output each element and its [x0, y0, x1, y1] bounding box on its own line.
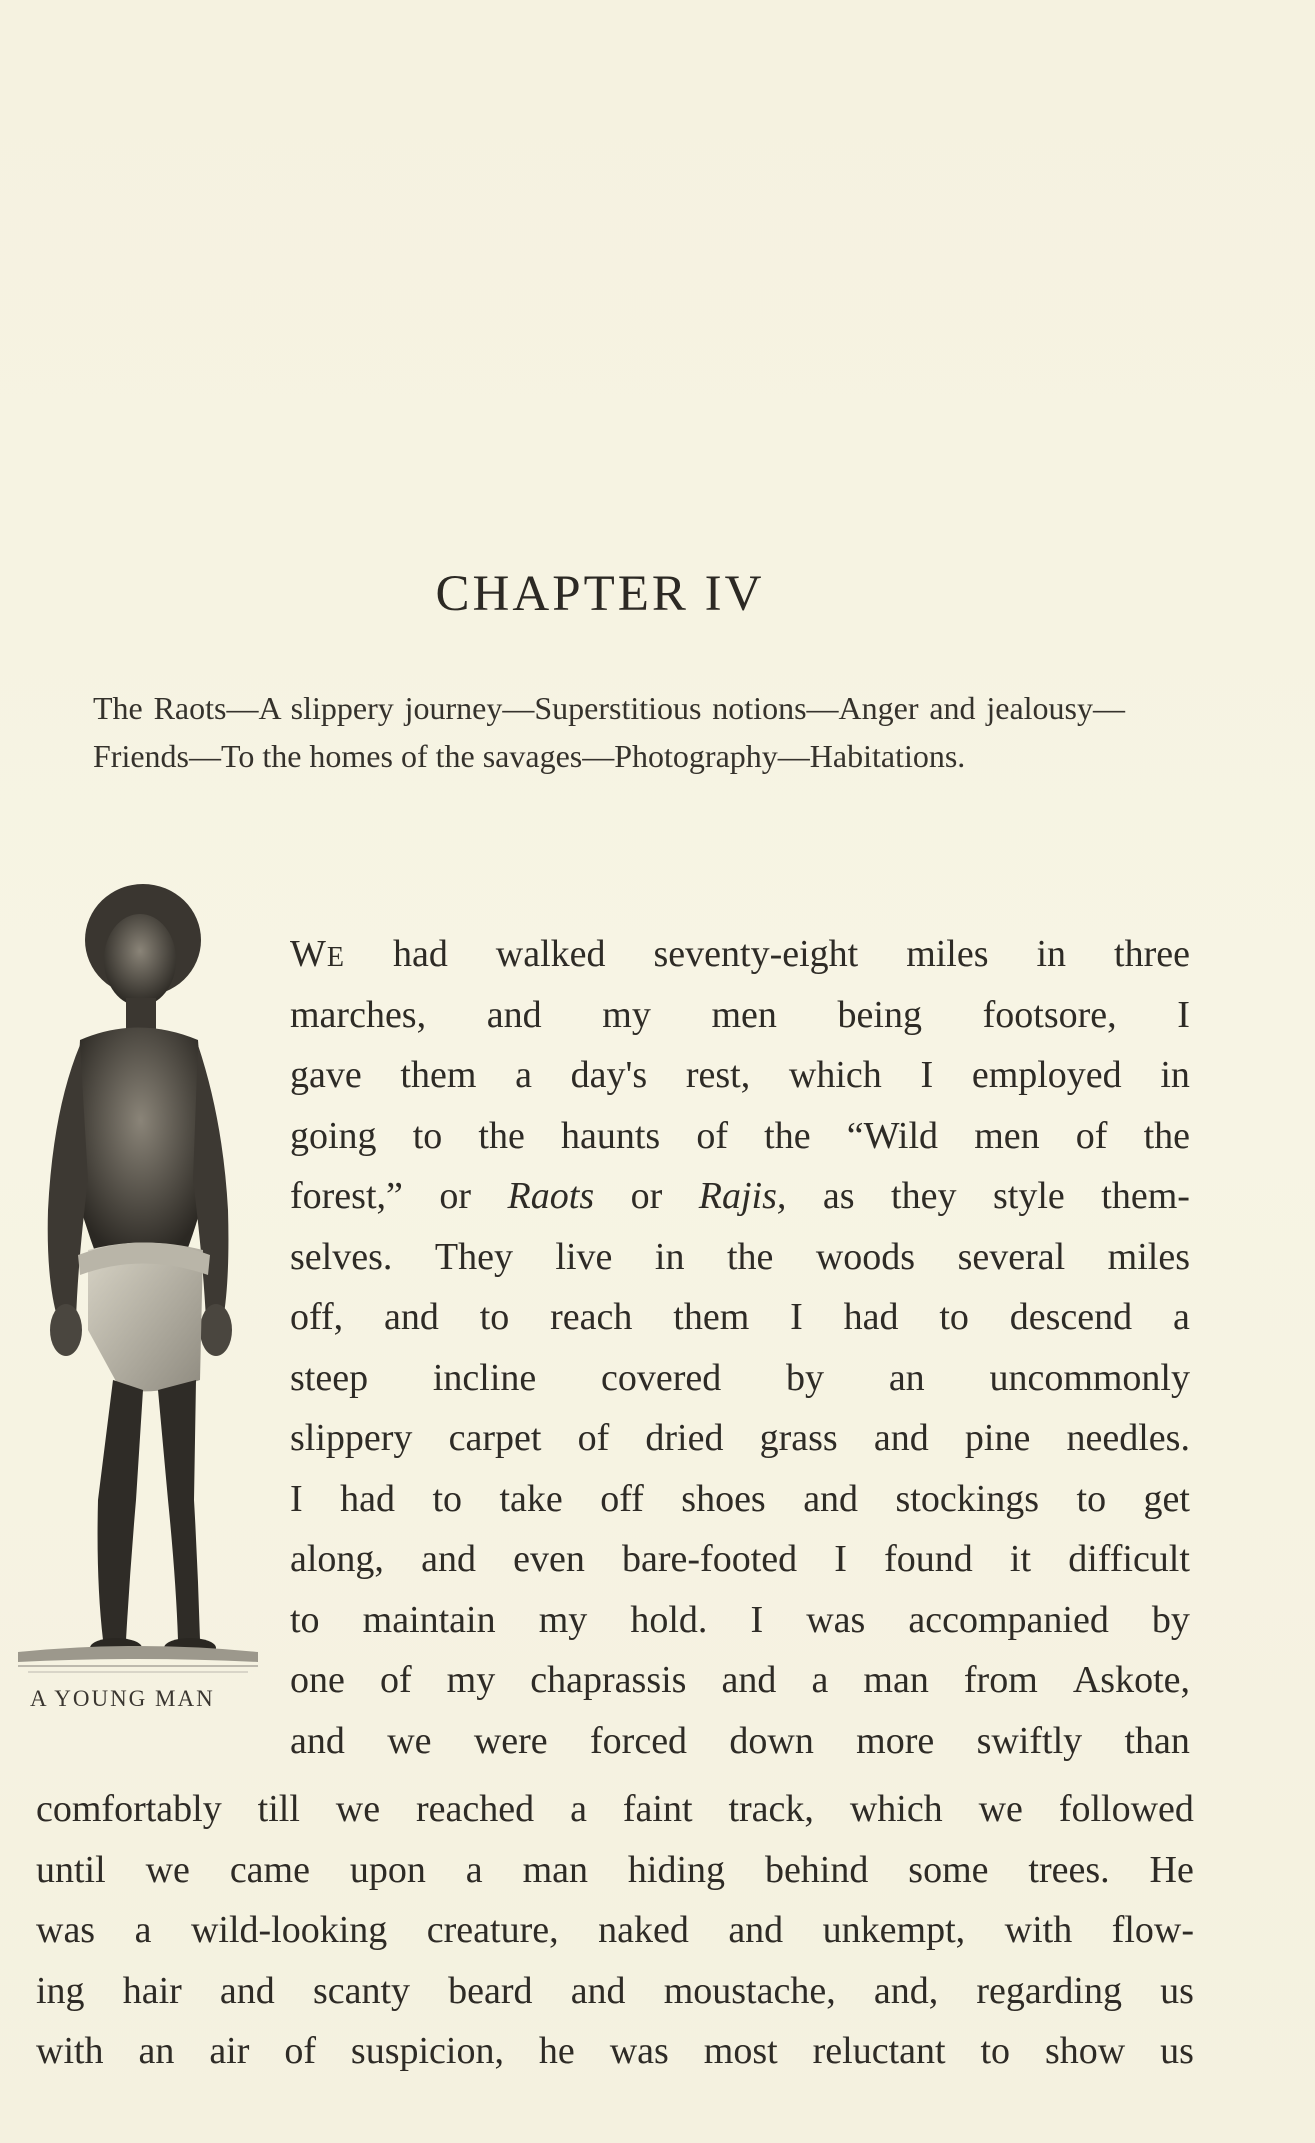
chapter-title: CHAPTER IV: [435, 566, 765, 622]
body-line: comfortably till we reached a faint track, which we followed: [36, 1788, 1194, 1830]
young-man-illustration: [18, 880, 258, 1690]
body-line: and we were forced down more swiftly than: [290, 1719, 1190, 1762]
body-line: until we came upon a man hiding behind some trees. He: [36, 1848, 1194, 1891]
body-line: off, and to reach them I had to descend a: [290, 1296, 1190, 1338]
body-line: slippery carpet of dried grass and pine needles.: [290, 1417, 1190, 1459]
body-line: WE had walked seventy-eight miles in three: [290, 933, 1190, 975]
body-line: steep incline covered by an uncommonly: [290, 1356, 1190, 1399]
body-line: with an air of suspicion, he was most reluctant to show us: [36, 2030, 1194, 2072]
body-line: along, and even bare-footed I found it difficult: [290, 1538, 1190, 1580]
body-line: marches, and my men being footsore, I: [290, 993, 1190, 1036]
body-line: going to the haunts of the “Wild men of the: [290, 1114, 1190, 1157]
body-line: I had to take off shoes and stockings to get: [290, 1477, 1190, 1520]
body-line: gave them a day's rest, which I employed in: [290, 1054, 1190, 1096]
young-man-photo: [18, 880, 258, 1690]
body-line: one of my chaprassis and a man from Askote,: [290, 1659, 1190, 1701]
body-line: forest,” or Raots or Rajis, as they style them-: [290, 1175, 1190, 1217]
chapter-synopsis: The Raots—A slippery journey—Superstitious notions—Anger and jealousy—Friends—To the homes of the savages—Photography—Habitations.: [93, 690, 1125, 774]
body-line: was a wild-looking creature, naked and unkempt, with flow-: [36, 1909, 1194, 1951]
body-line: ing hair and scanty beard and moustache, and, regarding us: [36, 1969, 1194, 2012]
body-line: selves. They live in the woods several miles: [290, 1235, 1190, 1278]
body-line: to maintain my hold. I was accompanied by: [290, 1598, 1190, 1641]
figure-caption: A YOUNG MAN: [30, 1686, 215, 1711]
